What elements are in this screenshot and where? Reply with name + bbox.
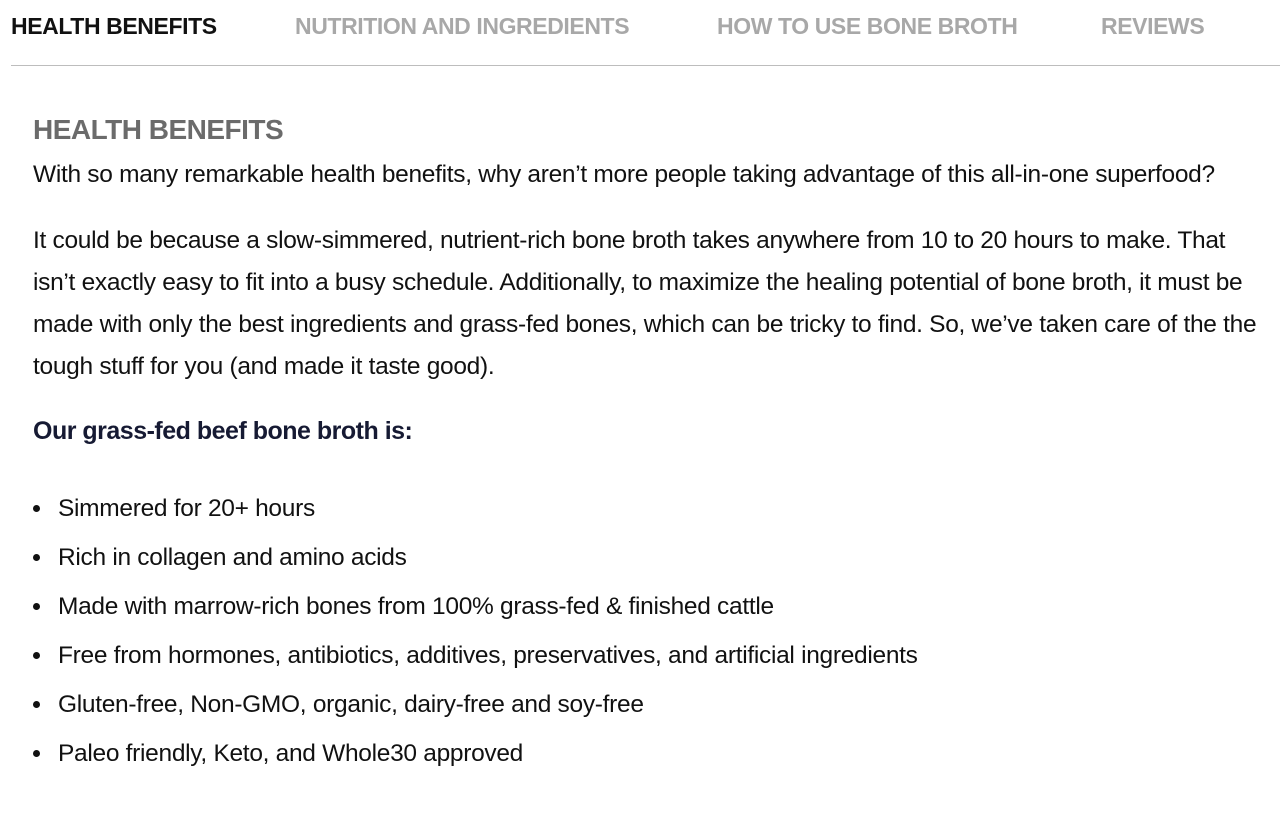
tab-health-benefits[interactable]: HEALTH BENEFITS: [11, 13, 217, 39]
list-item-text: Simmered for 20+ hours: [58, 495, 315, 522]
benefits-list: [33, 484, 1268, 778]
bullet-icon: [33, 554, 40, 561]
list-item: [33, 582, 1268, 631]
list-item-text: Made with marrow-rich bones from 100% grass-fed & finished cattle: [58, 593, 774, 620]
tab-nutrition-and-ingredients[interactable]: NUTRITION AND INGREDIENTS: [295, 13, 630, 39]
tab-panel-health-benefits: [33, 110, 1268, 778]
benefits-subheading: Our grass-fed beef bone broth is:: [33, 417, 413, 445]
list-item-text: Paleo friendly, Keto, and Whole30 approved: [58, 740, 524, 767]
bullet-icon: [33, 750, 40, 757]
list-item: [33, 484, 1268, 533]
list-item-text: Rich in collagen and amino acids: [58, 544, 407, 571]
list-item-text: Free from hormones, antibiotics, additives, preservatives, and artificial ingredients: [58, 642, 918, 669]
list-item: [33, 729, 1268, 778]
list-item: [33, 680, 1268, 729]
intro-paragraph: With so many remarkable health benefits, why aren’t more people taking advantage of this all-in-one superfood?: [33, 161, 1215, 188]
body-paragraph: It could be because a slow-simmered, nutrient-rich bone broth takes anywhere from 10 to 20 hours to make. That isn’t exactly easy to fit into a busy schedule. Additionally, to maximize the healing potential of bone broth, it must be made with only the best ingredients and grass-fed bones, which can be tricky to find. So, we’ve taken care of the the tough stuff for you (and made it taste good).: [33, 227, 1257, 380]
section-title: HEALTH BENEFITS: [33, 114, 284, 145]
tab-bar: [11, 0, 1280, 66]
bullet-icon: [33, 701, 40, 708]
list-item: [33, 533, 1268, 582]
tab-reviews[interactable]: REVIEWS: [1101, 13, 1205, 39]
list-item: [33, 631, 1268, 680]
bullet-icon: [33, 603, 40, 610]
tab-how-to-use[interactable]: HOW TO USE BONE BROTH: [717, 13, 1018, 39]
bullet-icon: [33, 505, 40, 512]
list-item-text: Gluten-free, Non-GMO, organic, dairy-free and soy-free: [58, 691, 644, 718]
bullet-icon: [33, 652, 40, 659]
